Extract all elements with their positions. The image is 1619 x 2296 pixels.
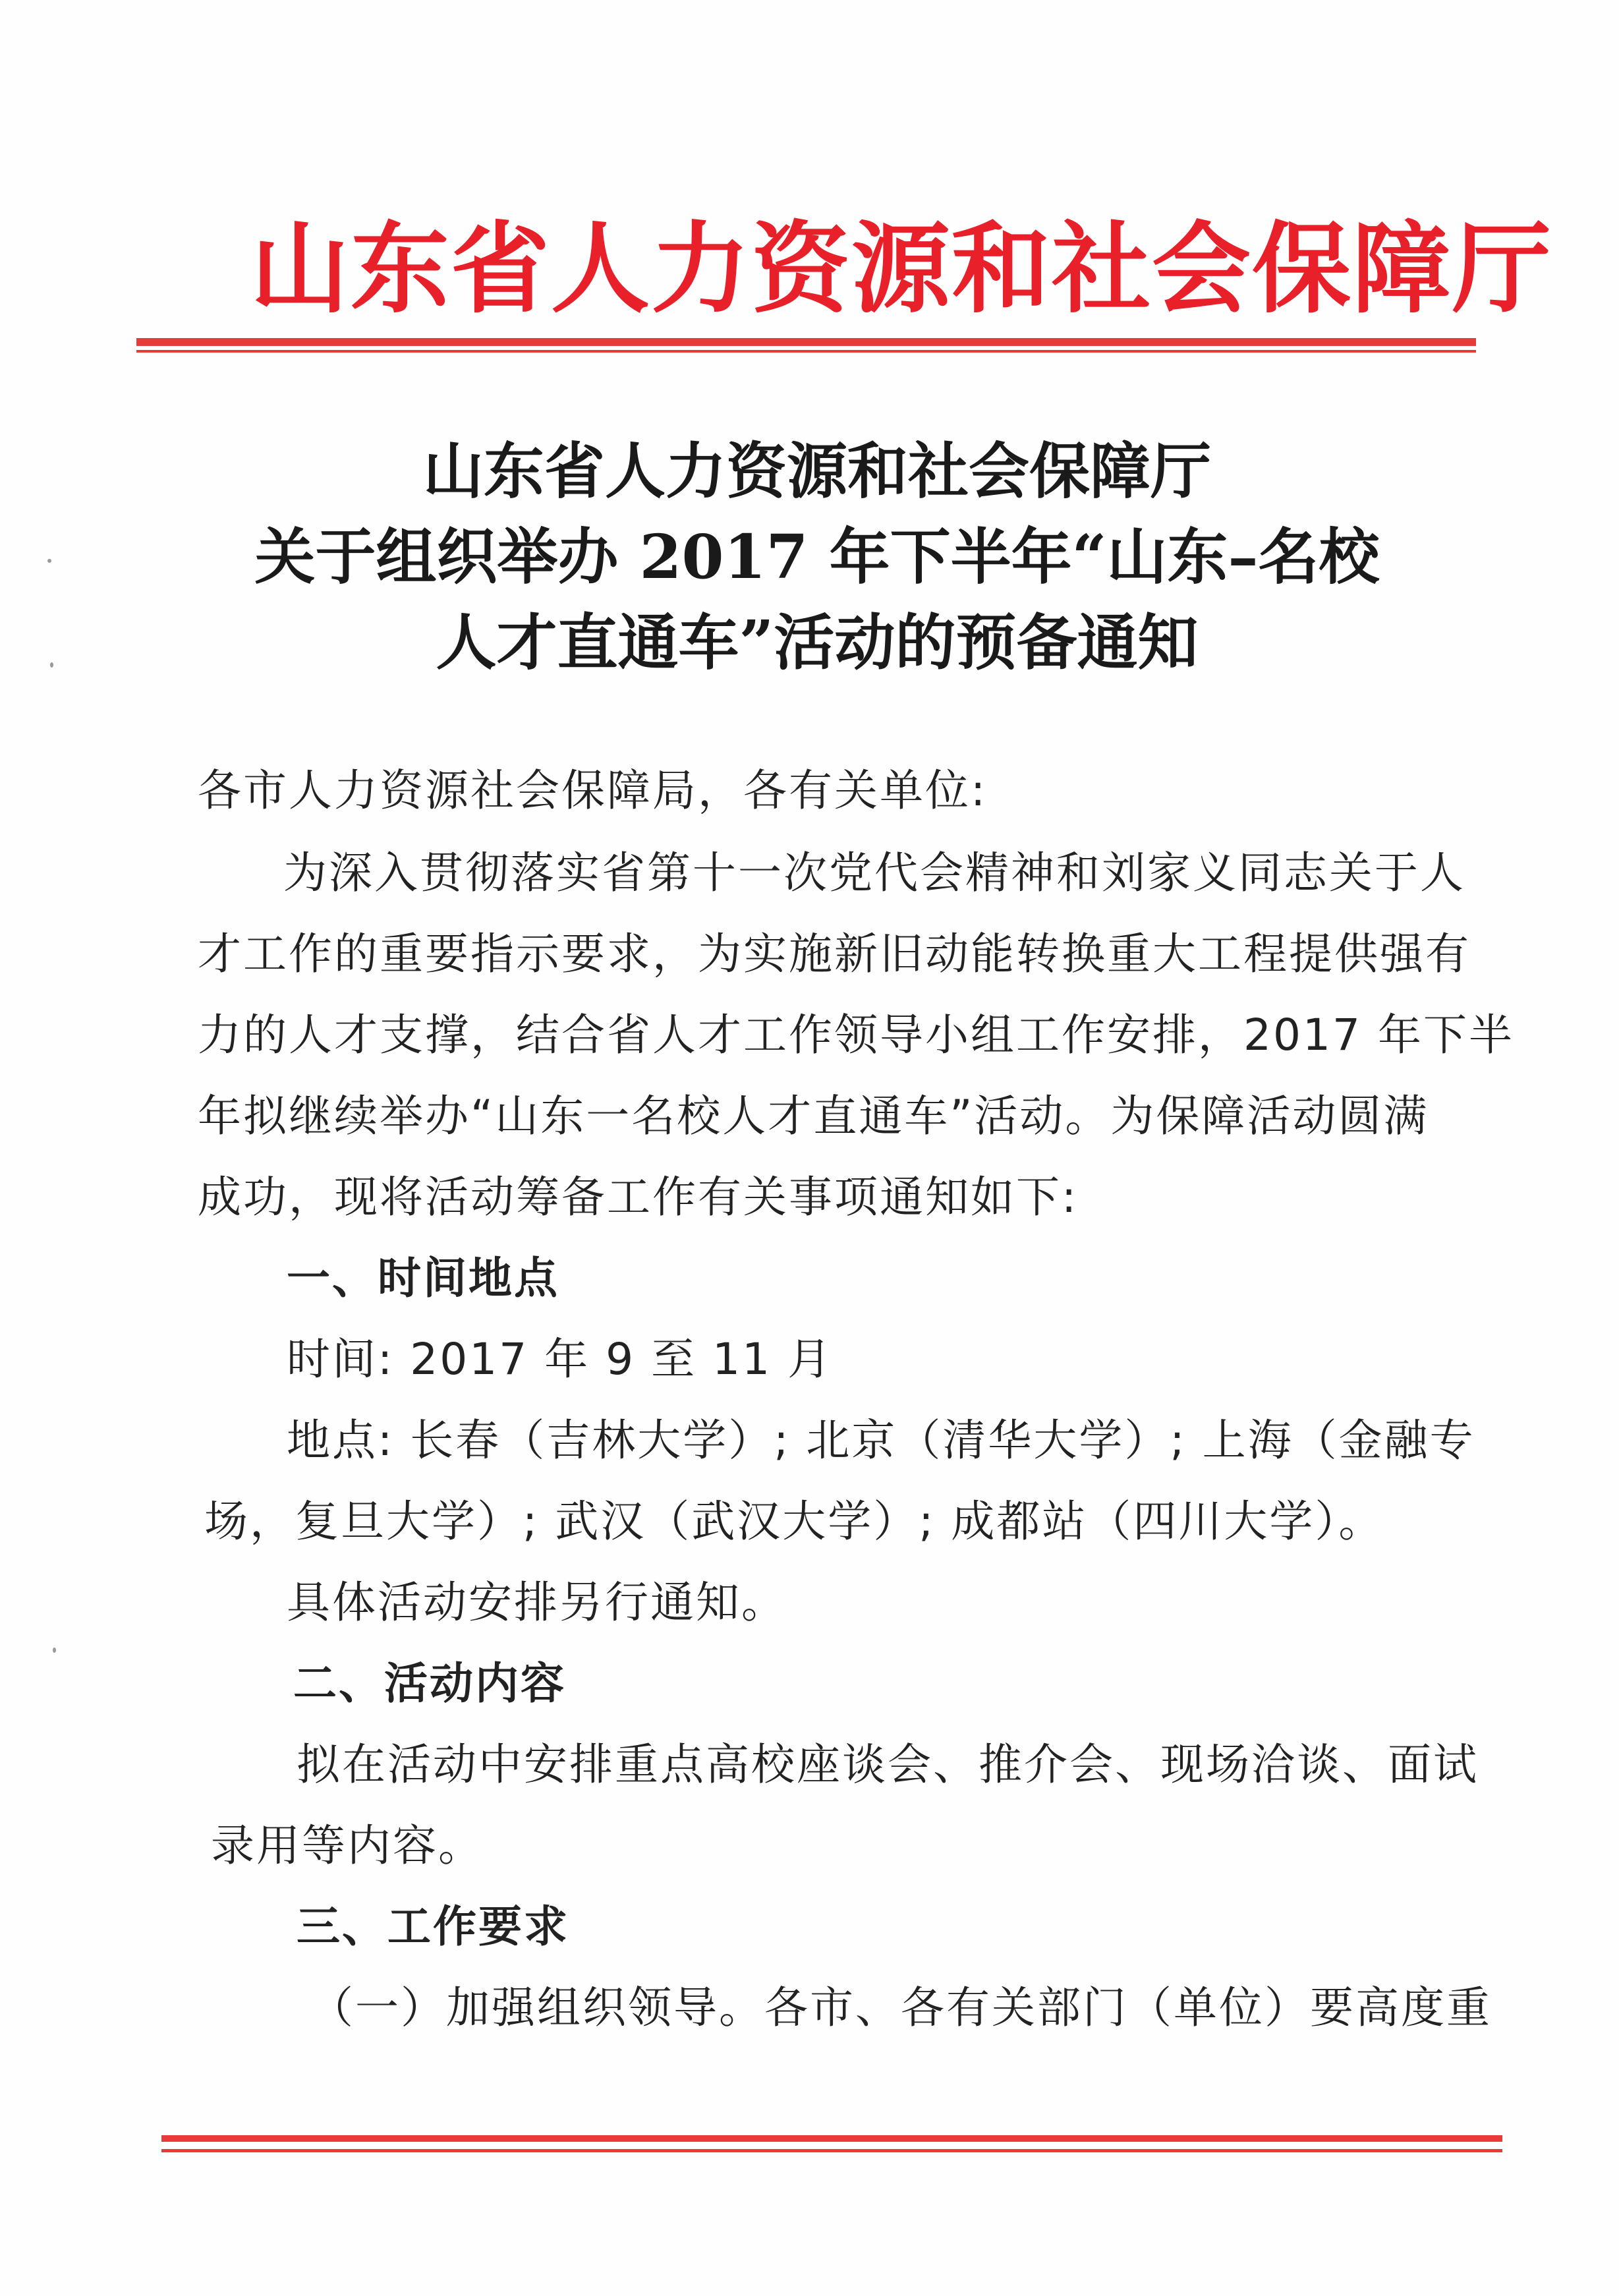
letterhead-rule-thin [136, 350, 1476, 353]
scan-speck [47, 559, 51, 563]
intro-line-3: 力的人才支撑，结合省人才工作领导小组工作安排，2017 年下半 [198, 1010, 1514, 1060]
section-heading-requirements: 三、工作要求 [297, 1901, 569, 1952]
scan-speck [50, 662, 53, 668]
arrangement-note: 具体活动安排另行通知。 [287, 1577, 787, 1628]
event-place-line-1: 地点: 长春（吉林大学）; 北京（清华大学）; 上海（金融专 [287, 1415, 1475, 1466]
content-line-1: 拟在活动中安排重点高校座谈会、推介会、现场洽谈、面试 [297, 1739, 1479, 1790]
footer-rule-thin [161, 2149, 1502, 2152]
event-place-line-2: 场，复旦大学）; 武汉（武汉大学）; 成都站（四川大学）。 [204, 1496, 1384, 1547]
scan-speck [53, 1648, 56, 1653]
content-line-2: 录用等内容。 [211, 1820, 484, 1871]
footer-rule-thick [161, 2135, 1502, 2142]
salutation: 各市人力资源社会保障局，各有关单位: [198, 765, 988, 816]
document-title-line-1: 山东省人力资源和社会保障厅 [422, 436, 1211, 507]
document-title-line-2: 关于组织举办 2017 年下半年“山东–名校 [254, 521, 1380, 592]
document-title-line-3: 人才直通车”活动的预备通知 [436, 607, 1199, 678]
agency-letterhead: 山东省人力资源和社会保障厅 [250, 211, 1553, 327]
letterhead-rule-thick [136, 338, 1476, 346]
section-heading-content: 二、活动内容 [293, 1658, 566, 1709]
intro-line-5: 成功，现将活动筹备工作有关事项通知如下: [198, 1172, 1079, 1222]
event-time: 时间: 2017 年 9 至 11 月 [287, 1334, 834, 1385]
requirement-line-1: （一）加强组织领导。各市、各有关部门（单位）要高度重 [310, 1982, 1492, 2033]
section-heading-time-place: 一、时间地点 [287, 1253, 559, 1304]
intro-line-4: 年拟继续举办“山东一名校人才直通车”活动。为保障活动圆满 [198, 1091, 1429, 1141]
intro-line-2: 才工作的重要指示要求，为实施新旧动能转换重大工程提供强有 [198, 929, 1471, 979]
intro-line-1: 为深入贯彻落实省第十一次党代会精神和刘家义同志关于人 [283, 847, 1465, 898]
